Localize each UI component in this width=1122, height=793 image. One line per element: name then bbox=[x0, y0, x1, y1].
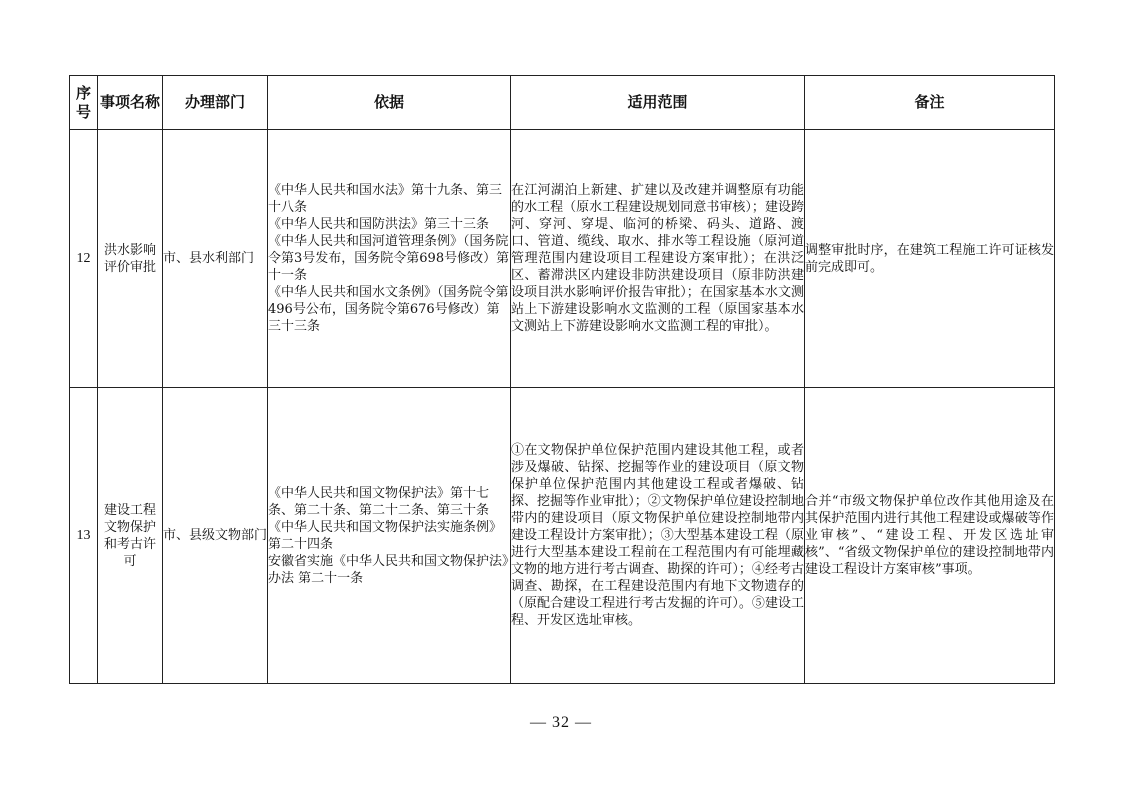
row-basis: 《中华人民共和国水法》第十九条、第三十八条 《中华人民共和国防洪法》第三十三条 《中华人民共和国河道管理条例》（国务院令第3号发布，国务院令第698号修改）第十一条 《中华人民共和国水文条例》（国务院令第496号公布，国务院令第676号修改）第三十三条 bbox=[268, 130, 511, 388]
row-department: 市、县级文物部门 bbox=[163, 388, 268, 684]
row-basis: 《中华人民共和国文物保护法》第十七条、第二十条、第二十二条、第三十条 《中华人民共和国文物保护法实施条例》第二十四条 安徽省实施《中华人民共和国文物保护法》办法 第二十一条 bbox=[268, 388, 511, 684]
row-scope: ①在文物保护单位保护范围内建设其他工程，或者涉及爆破、钻探、挖掘等作业的建设项目（原文物保护单位保护范围内其他建设工程或者爆破、钻探、挖掘等作业审批）；②文物保护单位建设控制地带内的建设项目（原文物保护单位建设控制地带内建设工程设计方案审批）；③大型基本建设工程（原进行大型基本建设工程前在工程范围内有可能埋藏文物的地方进行考古调查、勘探的许可）；④经考古调查、勘探，在工程建设范围内有地下文物遗存的（原配合建设工程进行考古发掘的许可）。⑤建设工程、开发区选址审核。 bbox=[511, 388, 805, 684]
row-item-name: 洪水影响评价审批 bbox=[98, 130, 163, 388]
row-seq: 13 bbox=[70, 388, 98, 684]
header-note: 备注 bbox=[805, 76, 1055, 130]
page-number: — 32 — bbox=[530, 714, 592, 731]
header-seq: 序号 bbox=[70, 76, 98, 130]
approval-items-table bbox=[69, 75, 1055, 684]
row-note: 合并“市级文物保护单位改作其他用途及在其保护范围内进行其他工程建设或爆破等作业审核”、“建设工程、开发区选址审核”、“省级文物保护单位的建设控制地带内建设工程设计方案审核”事项。 bbox=[805, 388, 1055, 684]
table-row bbox=[70, 130, 1055, 388]
header-item-name: 事项名称 bbox=[98, 76, 163, 130]
row-note: 调整审批时序，在建筑工程施工许可证核发前完成即可。 bbox=[805, 130, 1055, 388]
row-department: 市、县水利部门 bbox=[163, 130, 268, 388]
header-department: 办理部门 bbox=[163, 76, 268, 130]
header-scope: 适用范围 bbox=[511, 76, 805, 130]
row-item-name: 建设工程文物保护和考古许可 bbox=[98, 388, 163, 684]
table-header-row bbox=[70, 76, 1055, 130]
row-seq: 12 bbox=[70, 130, 98, 388]
header-basis: 依据 bbox=[268, 76, 511, 130]
table-row bbox=[70, 388, 1055, 684]
row-scope: 在江河湖泊上新建、扩建以及改建并调整原有功能的水工程（原水工程建设规划同意书审核）；建设跨河、穿河、穿堤、临河的桥梁、码头、道路、渡口、管道、缆线、取水、排水等工程设施（原河道管理范围内建设项目工程建设方案审批）；在洪泛区、蓄滞洪区内建设非防洪建设项目（原非防洪建设项目洪水影响评价报告审批）；在国家基本水文测站上下游建设影响水文监测的工程（原国家基本水文测站上下游建设影响水文监测工程的审批）。 bbox=[511, 130, 805, 388]
